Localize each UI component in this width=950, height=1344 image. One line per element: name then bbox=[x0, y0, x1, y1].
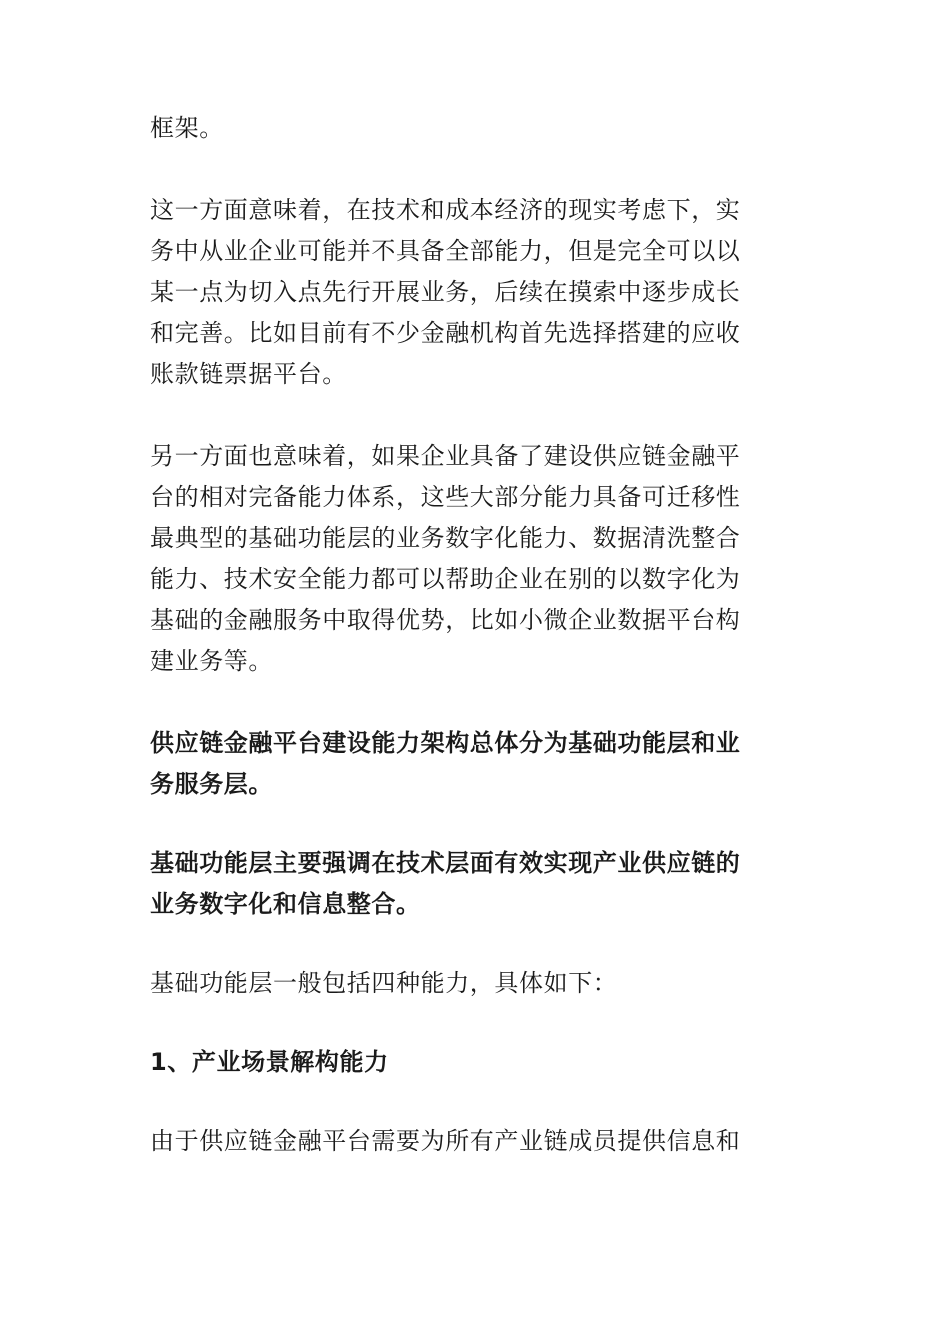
paragraph-6 bbox=[150, 963, 800, 1004]
text-line: 能力、技术安全能力都可以帮助企业在别的以数字化为 bbox=[150, 565, 741, 593]
text-line: 另一方面也意味着，如果企业具备了建设供应链金融平 bbox=[150, 442, 741, 470]
paragraph-8 bbox=[150, 1121, 800, 1162]
text-line: 框架。 bbox=[150, 114, 224, 142]
text-line: 务中从业企业可能并不具备全部能力，但是完全可以以 bbox=[150, 237, 741, 265]
text-line: 建业务等。 bbox=[150, 647, 273, 675]
text-line: 基础功能层主要强调在技术层面有效实现产业供应链的 bbox=[150, 849, 741, 877]
document-body bbox=[150, 108, 800, 1162]
text-line: 由于供应链金融平台需要为所有产业链成员提供信息和 bbox=[150, 1127, 741, 1155]
text-line: 业务数字化和信息整合。 bbox=[150, 890, 421, 918]
text-line: 最典型的基础功能层的业务数字化能力、数据清洗整合 bbox=[150, 524, 741, 552]
paragraph-4-bold bbox=[150, 723, 800, 805]
paragraph-5-bold bbox=[150, 843, 800, 925]
text-line: 这一方面意味着，在技术和成本经济的现实考虑下，实 bbox=[150, 196, 741, 224]
text-line: 台的相对完备能力体系，这些大部分能力具备可迁移性 bbox=[150, 483, 741, 511]
text-line: 和完善。比如目前有不少金融机构首先选择搭建的应收 bbox=[150, 319, 741, 347]
text-line: 1、产业场景解构能力 bbox=[150, 1048, 389, 1076]
text-line: 供应链金融平台建设能力架构总体分为基础功能层和业 bbox=[150, 729, 741, 757]
paragraph-1 bbox=[150, 108, 800, 149]
paragraph-2 bbox=[150, 190, 800, 395]
paragraph-3 bbox=[150, 436, 800, 682]
text-line: 某一点为切入点先行开展业务，后续在摸索中逐步成长 bbox=[150, 278, 741, 306]
text-line: 账款链票据平台。 bbox=[150, 360, 347, 388]
text-line: 基础功能层一般包括四种能力，具体如下： bbox=[150, 969, 618, 997]
text-line: 基础的金融服务中取得优势，比如小微企业数据平台构 bbox=[150, 606, 741, 634]
text-line: 务服务层。 bbox=[150, 770, 273, 798]
section-heading bbox=[150, 1042, 800, 1083]
